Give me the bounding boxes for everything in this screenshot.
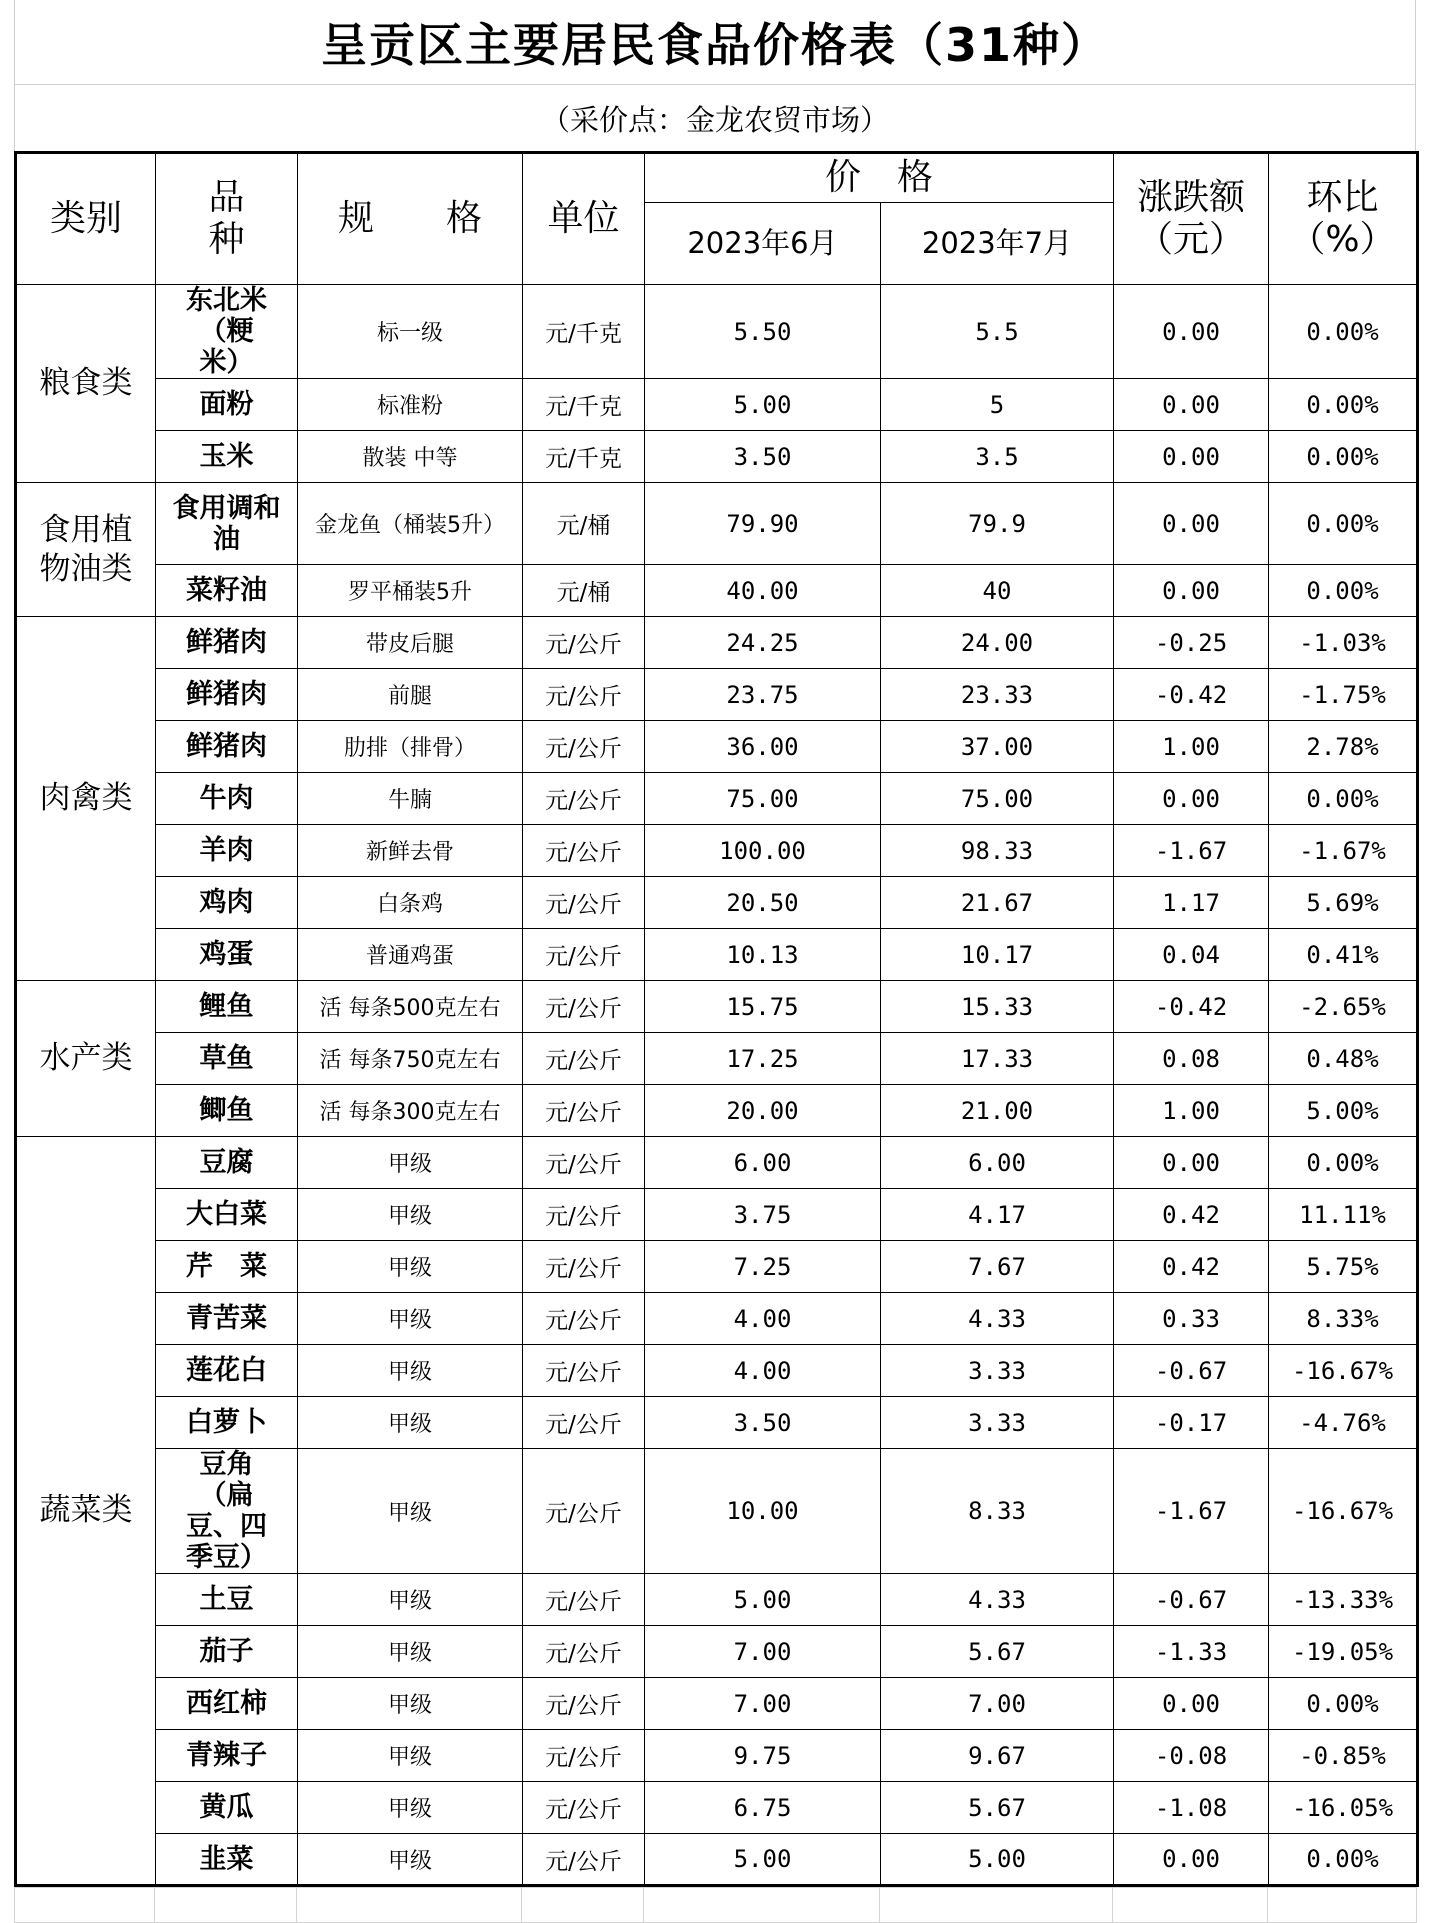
- header-change: [1114, 153, 1269, 285]
- item-spec: 标一级: [298, 285, 523, 379]
- price-july: 3.33: [881, 1397, 1114, 1449]
- item-name: [156, 617, 298, 669]
- price-change: -1.67: [1114, 1449, 1269, 1574]
- price-june: 5.00: [645, 1574, 881, 1626]
- item-spec: 罗平桶装5升: [298, 565, 523, 617]
- header-change-text: 涨跌额（元）: [1137, 176, 1246, 260]
- category-cell: [16, 1137, 156, 1886]
- price-july: 8.33: [881, 1449, 1114, 1574]
- price-ratio: 11.11%: [1269, 1189, 1418, 1241]
- table-row: [16, 431, 1418, 483]
- category-cell: [16, 617, 156, 981]
- item-unit: 元/公斤: [523, 617, 645, 669]
- price-ratio: -1.03%: [1269, 617, 1418, 669]
- sheet-title: 呈贡区主要居民食品价格表（31种）: [14, 0, 1416, 84]
- price-change: 0.42: [1114, 1189, 1269, 1241]
- header-item-text: 品种: [208, 176, 245, 260]
- price-change: 0.00: [1114, 1678, 1269, 1730]
- item-name: [156, 1085, 298, 1137]
- price-july: 24.00: [881, 617, 1114, 669]
- item-name-text: 牛肉: [199, 783, 254, 815]
- price-july: 79.9: [881, 483, 1114, 565]
- sheet-subtitle: （采价点：金龙农贸市场）: [14, 84, 1416, 151]
- table-row: [16, 1137, 1418, 1189]
- item-name-text: 鸡肉: [199, 887, 254, 919]
- item-name: [156, 1293, 298, 1345]
- item-name: [156, 1397, 298, 1449]
- price-july: 21.00: [881, 1085, 1114, 1137]
- price-change: -0.42: [1114, 981, 1269, 1033]
- item-spec: 甲级: [298, 1834, 523, 1886]
- price-change: -0.08: [1114, 1730, 1269, 1782]
- category-cell: [16, 483, 156, 617]
- spreadsheet-sheet: [14, 0, 1416, 1923]
- price-july: 3.5: [881, 431, 1114, 483]
- item-name-text: 青苦菜: [186, 1303, 267, 1335]
- price-july: 4.33: [881, 1293, 1114, 1345]
- header-ratio: [1269, 153, 1418, 285]
- table-row: [16, 1834, 1418, 1886]
- price-ratio: -13.33%: [1269, 1574, 1418, 1626]
- price-june: 75.00: [645, 773, 881, 825]
- item-name-text: 食用调和油: [172, 492, 281, 555]
- item-spec: 活 每条300克左右: [298, 1085, 523, 1137]
- price-ratio: 5.69%: [1269, 877, 1418, 929]
- price-june: 3.75: [645, 1189, 881, 1241]
- price-june: 36.00: [645, 721, 881, 773]
- price-ratio: 0.00%: [1269, 285, 1418, 379]
- table-row: [16, 929, 1418, 981]
- item-spec: 牛腩: [298, 773, 523, 825]
- item-name-text: 芹 菜: [186, 1251, 267, 1283]
- table-row: [16, 1293, 1418, 1345]
- item-name: [156, 565, 298, 617]
- item-spec: 甲级: [298, 1449, 523, 1574]
- item-spec: 带皮后腿: [298, 617, 523, 669]
- price-june: 40.00: [645, 565, 881, 617]
- item-unit: 元/公斤: [523, 1449, 645, 1574]
- table-row: [16, 1033, 1418, 1085]
- table-row: [16, 1730, 1418, 1782]
- price-change: 0.00: [1114, 773, 1269, 825]
- item-name: [156, 1449, 298, 1574]
- table-row: [16, 1085, 1418, 1137]
- item-spec: 甲级: [298, 1293, 523, 1345]
- table-row: [16, 825, 1418, 877]
- table-row: [16, 1678, 1418, 1730]
- category-label: 蔬菜类: [39, 1492, 133, 1529]
- empty-cell: [15, 1888, 155, 1923]
- table-row: [16, 877, 1418, 929]
- price-ratio: -16.67%: [1269, 1345, 1418, 1397]
- item-name-text: 莲花白: [186, 1355, 267, 1387]
- price-change: 0.33: [1114, 1293, 1269, 1345]
- price-change: 1.00: [1114, 1085, 1269, 1137]
- price-ratio: 0.00%: [1269, 773, 1418, 825]
- price-july: 3.33: [881, 1345, 1114, 1397]
- item-unit: 元/公斤: [523, 1782, 645, 1834]
- item-unit: 元/公斤: [523, 1834, 645, 1886]
- item-name-text: 豆角（扁豆、四季豆）: [186, 1449, 267, 1574]
- price-july: 7.67: [881, 1241, 1114, 1293]
- price-july: 23.33: [881, 669, 1114, 721]
- price-ratio: 5.00%: [1269, 1085, 1418, 1137]
- empty-cell: [522, 1888, 644, 1923]
- price-june: 15.75: [645, 981, 881, 1033]
- item-unit: 元/公斤: [523, 1137, 645, 1189]
- header-ratio-text: 环比（%）: [1289, 176, 1396, 260]
- empty-cell: [1113, 1888, 1268, 1923]
- table-row: [16, 565, 1418, 617]
- empty-cell: [155, 1888, 297, 1923]
- price-change: -0.25: [1114, 617, 1269, 669]
- price-ratio: -0.85%: [1269, 1730, 1418, 1782]
- price-change: -0.17: [1114, 1397, 1269, 1449]
- item-name-text: 西红柿: [186, 1688, 267, 1720]
- table-row: [16, 773, 1418, 825]
- price-july: 17.33: [881, 1033, 1114, 1085]
- price-june: 5.00: [645, 1834, 881, 1886]
- item-name: [156, 825, 298, 877]
- price-june: 23.75: [645, 669, 881, 721]
- table-row: [16, 1626, 1418, 1678]
- price-change: 0.00: [1114, 565, 1269, 617]
- price-change: 0.04: [1114, 929, 1269, 981]
- header-spec: 规 格: [298, 153, 523, 285]
- item-name: [156, 379, 298, 431]
- item-spec: 甲级: [298, 1345, 523, 1397]
- header-price: 价 格: [645, 153, 1114, 203]
- price-change: -0.67: [1114, 1574, 1269, 1626]
- header-category: 类别: [16, 153, 156, 285]
- header-june: 2023年6月: [645, 203, 881, 285]
- item-spec: 活 每条500克左右: [298, 981, 523, 1033]
- price-june: 79.90: [645, 483, 881, 565]
- price-june: 5.00: [645, 379, 881, 431]
- item-spec: 甲级: [298, 1137, 523, 1189]
- table-row: [16, 1345, 1418, 1397]
- item-name: [156, 669, 298, 721]
- item-unit: 元/公斤: [523, 981, 645, 1033]
- item-spec: 甲级: [298, 1241, 523, 1293]
- price-july: 10.17: [881, 929, 1114, 981]
- item-name: [156, 721, 298, 773]
- item-spec: 甲级: [298, 1730, 523, 1782]
- category-label: 肉禽类: [39, 780, 133, 817]
- item-name: [156, 483, 298, 565]
- price-ratio: 0.48%: [1269, 1033, 1418, 1085]
- item-unit: 元/千克: [523, 285, 645, 379]
- item-unit: 元/公斤: [523, 1085, 645, 1137]
- item-spec: 新鲜去骨: [298, 825, 523, 877]
- category-label: 食用植物油类: [39, 511, 133, 587]
- price-june: 10.13: [645, 929, 881, 981]
- item-spec: 散装 中等: [298, 431, 523, 483]
- price-ratio: 2.78%: [1269, 721, 1418, 773]
- price-change: 0.00: [1114, 1137, 1269, 1189]
- item-name: [156, 1678, 298, 1730]
- price-july: 5.5: [881, 285, 1114, 379]
- item-unit: 元/公斤: [523, 1345, 645, 1397]
- item-spec: 白条鸡: [298, 877, 523, 929]
- item-name: [156, 877, 298, 929]
- price-ratio: -16.05%: [1269, 1782, 1418, 1834]
- price-ratio: 0.00%: [1269, 379, 1418, 431]
- item-name: [156, 773, 298, 825]
- price-ratio: 0.00%: [1269, 565, 1418, 617]
- price-ratio: 5.75%: [1269, 1241, 1418, 1293]
- item-name: [156, 1137, 298, 1189]
- item-name-text: 青辣子: [186, 1740, 267, 1772]
- table-row: [16, 1241, 1418, 1293]
- price-change: 1.17: [1114, 877, 1269, 929]
- item-name: [156, 1241, 298, 1293]
- price-july: 5.00: [881, 1834, 1114, 1886]
- item-unit: 元/千克: [523, 379, 645, 431]
- item-name-text: 豆腐: [199, 1147, 254, 1179]
- item-unit: 元/公斤: [523, 1033, 645, 1085]
- price-table: [14, 151, 1419, 1887]
- item-spec: 甲级: [298, 1678, 523, 1730]
- item-name-text: 白萝卜: [186, 1407, 267, 1439]
- item-spec: 甲级: [298, 1574, 523, 1626]
- table-row: [16, 483, 1418, 565]
- empty-cell: [1268, 1888, 1417, 1923]
- price-july: 6.00: [881, 1137, 1114, 1189]
- price-july: 5.67: [881, 1782, 1114, 1834]
- price-july: 21.67: [881, 877, 1114, 929]
- item-name: [156, 981, 298, 1033]
- table-row: [16, 1189, 1418, 1241]
- price-june: 20.00: [645, 1085, 881, 1137]
- item-unit: 元/千克: [523, 431, 645, 483]
- item-name: [156, 1782, 298, 1834]
- item-spec: 甲级: [298, 1626, 523, 1678]
- item-name: [156, 1189, 298, 1241]
- category-label: 水产类: [39, 1040, 133, 1077]
- table-row: [16, 617, 1418, 669]
- price-july: 5: [881, 379, 1114, 431]
- item-spec: 甲级: [298, 1782, 523, 1834]
- item-unit: 元/公斤: [523, 1397, 645, 1449]
- item-name-text: 菜籽油: [186, 575, 267, 607]
- price-change: 0.00: [1114, 431, 1269, 483]
- price-change: -1.67: [1114, 825, 1269, 877]
- price-july: 98.33: [881, 825, 1114, 877]
- price-july: 4.17: [881, 1189, 1114, 1241]
- item-unit: 元/公斤: [523, 1574, 645, 1626]
- item-unit: 元/公斤: [523, 669, 645, 721]
- item-unit: 元/公斤: [523, 929, 645, 981]
- item-name: [156, 1574, 298, 1626]
- table-row: [16, 379, 1418, 431]
- item-name-text: 鲜猪肉: [186, 627, 267, 659]
- price-change: 0.08: [1114, 1033, 1269, 1085]
- price-july: 9.67: [881, 1730, 1114, 1782]
- table-row: [16, 285, 1418, 379]
- table-row: [16, 1449, 1418, 1574]
- empty-cell: [644, 1888, 880, 1923]
- price-ratio: -19.05%: [1269, 1626, 1418, 1678]
- header-july: 2023年7月: [881, 203, 1114, 285]
- header-unit: 单位: [523, 153, 645, 285]
- price-june: 24.25: [645, 617, 881, 669]
- price-june: 4.00: [645, 1293, 881, 1345]
- item-name-text: 玉米: [199, 441, 254, 473]
- price-ratio: 0.00%: [1269, 1678, 1418, 1730]
- price-june: 6.75: [645, 1782, 881, 1834]
- item-spec: 前腿: [298, 669, 523, 721]
- price-ratio: 0.00%: [1269, 1137, 1418, 1189]
- item-name: [156, 1834, 298, 1886]
- item-name-text: 草鱼: [199, 1043, 254, 1075]
- price-june: 7.00: [645, 1626, 881, 1678]
- price-change: 0.00: [1114, 285, 1269, 379]
- item-unit: 元/公斤: [523, 1678, 645, 1730]
- price-july: 7.00: [881, 1678, 1114, 1730]
- item-name: [156, 1730, 298, 1782]
- price-ratio: 8.33%: [1269, 1293, 1418, 1345]
- item-unit: 元/公斤: [523, 1189, 645, 1241]
- price-july: 15.33: [881, 981, 1114, 1033]
- item-name-text: 东北米（粳米）: [186, 285, 267, 379]
- item-name-text: 鲜猪肉: [186, 731, 267, 763]
- header-item: [156, 153, 298, 285]
- item-name-text: 韭菜: [199, 1843, 254, 1875]
- price-change: -0.42: [1114, 669, 1269, 721]
- empty-cell: [297, 1888, 522, 1923]
- price-june: 6.00: [645, 1137, 881, 1189]
- empty-cell: [880, 1888, 1113, 1923]
- item-unit: 元/公斤: [523, 1730, 645, 1782]
- price-ratio: -2.65%: [1269, 981, 1418, 1033]
- price-july: 5.67: [881, 1626, 1114, 1678]
- item-unit: 元/公斤: [523, 825, 645, 877]
- price-change: -1.33: [1114, 1626, 1269, 1678]
- table-row: [16, 669, 1418, 721]
- item-unit: 元/桶: [523, 483, 645, 565]
- table-row: [16, 1782, 1418, 1834]
- price-change: -1.08: [1114, 1782, 1269, 1834]
- price-june: 20.50: [645, 877, 881, 929]
- table-row: [16, 981, 1418, 1033]
- item-name: [156, 1345, 298, 1397]
- item-unit: 元/公斤: [523, 877, 645, 929]
- price-change: 0.42: [1114, 1241, 1269, 1293]
- price-june: 10.00: [645, 1449, 881, 1574]
- item-unit: 元/公斤: [523, 773, 645, 825]
- category-cell: [16, 981, 156, 1137]
- item-name-text: 鲤鱼: [199, 991, 254, 1023]
- empty-grid-row: [14, 1887, 1417, 1923]
- category-label: 粮食类: [39, 365, 133, 402]
- price-change: 1.00: [1114, 721, 1269, 773]
- price-ratio: -1.75%: [1269, 669, 1418, 721]
- item-unit: 元/公斤: [523, 721, 645, 773]
- item-name-text: 茄子: [199, 1636, 254, 1668]
- price-table-body: [16, 285, 1418, 1886]
- item-name-text: 大白菜: [186, 1199, 267, 1231]
- price-ratio: 0.41%: [1269, 929, 1418, 981]
- item-spec: 甲级: [298, 1397, 523, 1449]
- price-ratio: 0.00%: [1269, 431, 1418, 483]
- price-june: 3.50: [645, 1397, 881, 1449]
- item-name-text: 羊肉: [199, 835, 254, 867]
- category-cell: [16, 285, 156, 483]
- item-name-text: 黄瓜: [199, 1792, 254, 1824]
- price-ratio: -16.67%: [1269, 1449, 1418, 1574]
- price-july: 75.00: [881, 773, 1114, 825]
- price-ratio: 0.00%: [1269, 1834, 1418, 1886]
- table-row: [16, 1397, 1418, 1449]
- item-unit: 元/公斤: [523, 1293, 645, 1345]
- item-unit: 元/桶: [523, 565, 645, 617]
- price-change: 0.00: [1114, 483, 1269, 565]
- item-name-text: 鲜猪肉: [186, 679, 267, 711]
- price-june: 9.75: [645, 1730, 881, 1782]
- price-june: 3.50: [645, 431, 881, 483]
- price-change: 0.00: [1114, 379, 1269, 431]
- item-name: [156, 1033, 298, 1085]
- item-unit: 元/公斤: [523, 1241, 645, 1293]
- price-change: 0.00: [1114, 1834, 1269, 1886]
- item-unit: 元/公斤: [523, 1626, 645, 1678]
- price-june: 17.25: [645, 1033, 881, 1085]
- item-name-text: 鲫鱼: [199, 1095, 254, 1127]
- item-spec: 活 每条750克左右: [298, 1033, 523, 1085]
- price-ratio: -1.67%: [1269, 825, 1418, 877]
- item-name-text: 面粉: [199, 389, 254, 421]
- item-name-text: 土豆: [199, 1584, 254, 1616]
- item-spec: 肋排（排骨）: [298, 721, 523, 773]
- item-spec: 金龙鱼（桶装5升）: [298, 483, 523, 565]
- price-june: 5.50: [645, 285, 881, 379]
- price-july: 40: [881, 565, 1114, 617]
- item-spec: 甲级: [298, 1189, 523, 1241]
- price-july: 37.00: [881, 721, 1114, 773]
- price-change: -0.67: [1114, 1345, 1269, 1397]
- table-row: [16, 1574, 1418, 1626]
- item-name: [156, 285, 298, 379]
- price-july: 4.33: [881, 1574, 1114, 1626]
- item-spec: 标准粉: [298, 379, 523, 431]
- price-june: 7.00: [645, 1678, 881, 1730]
- table-row: [16, 721, 1418, 773]
- item-name-text: 鸡蛋: [199, 939, 254, 971]
- price-ratio: -4.76%: [1269, 1397, 1418, 1449]
- price-june: 4.00: [645, 1345, 881, 1397]
- item-spec: 普通鸡蛋: [298, 929, 523, 981]
- price-june: 100.00: [645, 825, 881, 877]
- price-ratio: 0.00%: [1269, 483, 1418, 565]
- item-name: [156, 431, 298, 483]
- item-name: [156, 929, 298, 981]
- item-name: [156, 1626, 298, 1678]
- price-june: 7.25: [645, 1241, 881, 1293]
